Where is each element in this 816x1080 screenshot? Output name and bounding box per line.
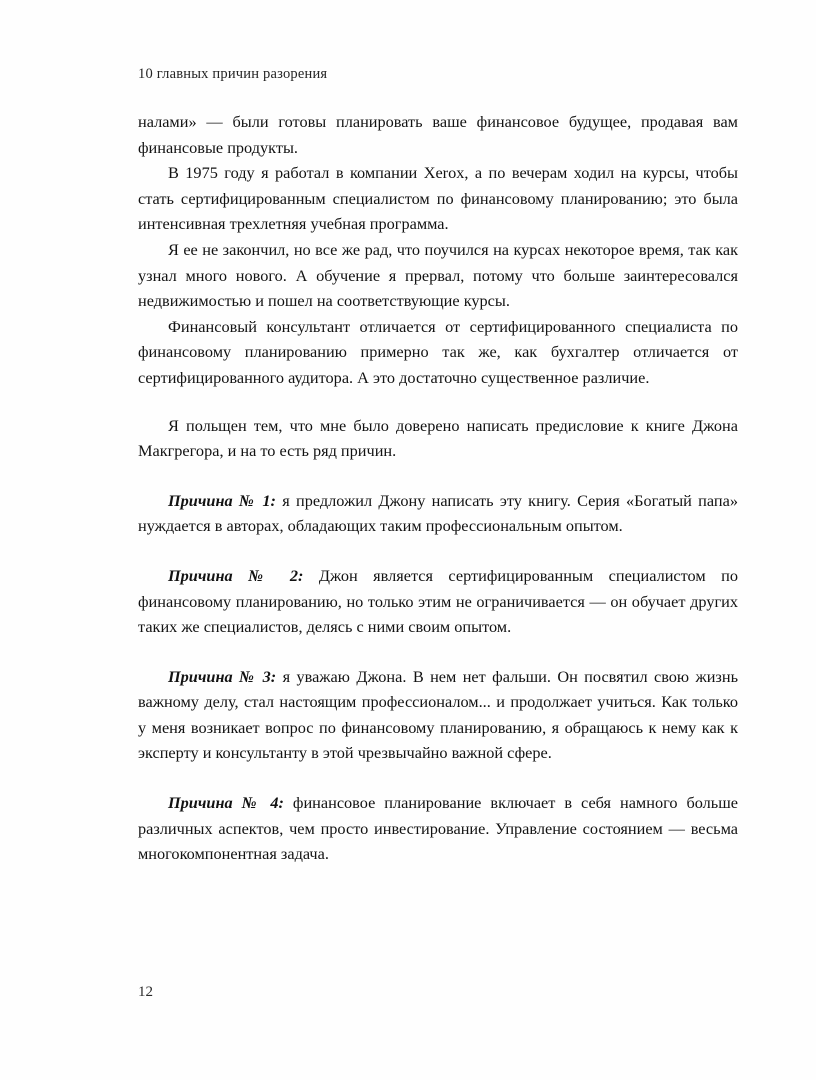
body-paragraph: Я польщен тем, что мне было доверено написать предисловие к книге Джона Макгрегора, и на то есть ряд причин. — [138, 415, 738, 461]
reason-label: Причина № 3: — [168, 666, 277, 686]
reason-item — [138, 664, 738, 766]
reason-label: Причина № 4: — [168, 793, 284, 813]
reason-text: я уважаю Джона. В нем нет фальши. Он посвятил свою жизнь важному делу, стал настоящим профессионалом... и продолжает учиться. Как только у меня возникает вопрос по финансовому планированию, я обращаюсь к нему как к эксперту и консультанту в этой чрезвычайно важной сфере. — [138, 666, 738, 763]
running-head: 10 главных причин разорения — [138, 66, 328, 82]
body-paragraph: налами» — были готовы планировать ваше финансовое будущее, продавая вам финансовые продукты. — [138, 112, 738, 157]
reason-label: Причина № 2: — [168, 565, 304, 585]
reason-label: Причина № 1: — [168, 490, 276, 510]
reason-text: финансовое планирование включает в себя намного больше различных аспектов, чем просто инвестирование. Управление состоянием — весьма многокомпонентная задача. — [138, 793, 738, 864]
reason-text: я предложил Джону написать эту книгу. Серия «Богатый папа» нуждается в авторах, обладающих таким профессиональным опытом. — [138, 490, 738, 536]
body-paragraph: Финансовый консультант отличается от сертифицированного специалиста по финансовому планированию примерно так же, как бухгалтер отличается от сертифицированного аудитора. А это достаточно существенное различие. — [138, 316, 738, 387]
body-paragraph: Я ее не закончил, но все же рад, что поучился на курсах некоторое время, так как узнал много нового. А обучение я прервал, потому что больше заинтересовался недвижимостью и пошел на соответствующие курсы. — [138, 239, 738, 311]
reason-item — [138, 488, 738, 539]
page-number: 12 — [138, 984, 153, 1000]
body-paragraph: В 1975 году я работал в компании Xerox, а по вечерам ходил на курсы, чтобы стать сертифицированным специалистом по финансовому планированию; это была интенсивная трехлетняя учебная программа. — [138, 163, 738, 234]
reason-item — [138, 790, 738, 867]
page-content — [138, 66, 738, 867]
reason-item — [138, 563, 738, 640]
reason-text: Джон является сертифицированным специалистом по финансовому планированию, но только этим не ограничивается — он обучает других таких же специалистов, делясь с ними своим опытом. — [138, 565, 739, 637]
